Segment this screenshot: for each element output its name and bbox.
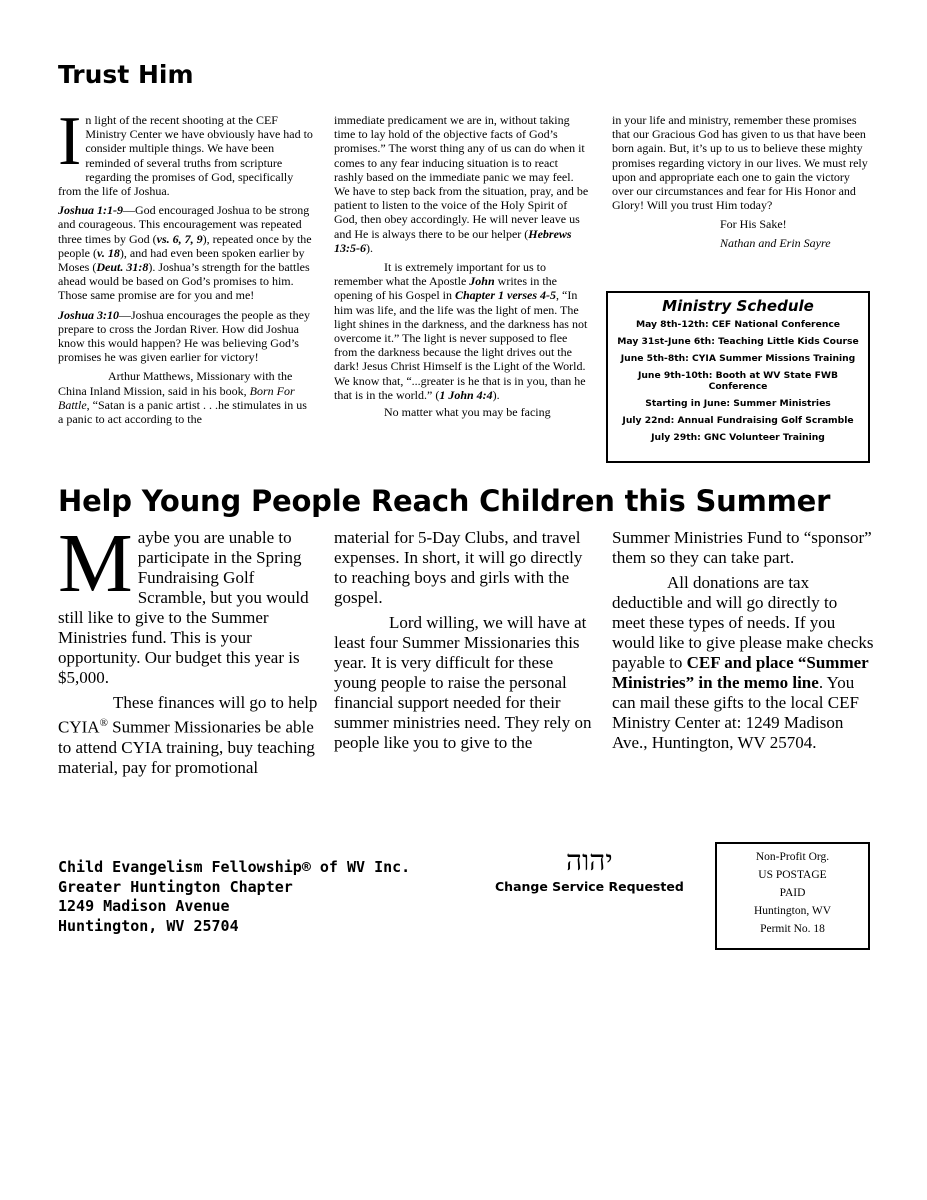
article-title-trust-him: Trust Him: [58, 60, 194, 89]
schedule-item: May 31st-June 6th: Teaching Little Kids Course: [617, 336, 859, 347]
article2-column-1: [58, 517, 320, 783]
schedule-item: July 29th: GNC Volunteer Training: [651, 432, 825, 443]
schedule-item: June 5th-8th: CYIA Summer Missions Training: [620, 353, 856, 364]
postage-line: Non-Profit Org.: [755, 851, 830, 863]
hebrew-tetragrammaton: יהוה: [566, 844, 613, 877]
return-address: [58, 858, 410, 936]
drop-cap: I: [58, 103, 82, 180]
article-title-help-young-people: Help Young People Reach Children this Summer: [58, 484, 831, 518]
article2-column-2: [334, 528, 596, 758]
ministry-schedule-box: [606, 291, 870, 463]
schedule-item: June 9th-10th: Booth at WV State FWB Conference: [637, 370, 839, 392]
signature: Nathan and Erin Sayre: [720, 235, 831, 250]
article2-paragraph: Maybe you are unable to participate in the Spring Fundraising Golf Scramble, but you would still like to give to the Summer Ministries fund. This is your opportunity. Our budget this year is $5,000.: [58, 517, 309, 687]
article1-paragraph: Joshua 3:10—Joshua encourages the people as they prepare to cross the Jordan River. How did Joshua know this would happen? He was believing God’s promises he was given earlier for victory!: [58, 307, 310, 365]
change-service-requested: Change Service Requested: [495, 879, 684, 894]
article2-paragraph: Lord willing, we will have at least four Summer Missionaries this year. It is very difficult for these young people to raise the personal financial support needed for their summer ministries need. They rely on people like you to give to the: [334, 613, 592, 752]
article1-column-1: [58, 103, 314, 429]
postage-line: Huntington, WV: [753, 905, 832, 917]
schedule-title: Ministry Schedule: [662, 297, 814, 315]
schedule-item: Starting in June: Summer Ministries: [645, 398, 831, 409]
article2-paragraph: Summer Ministries Fund to “sponsor” them so they can take part.: [612, 528, 872, 567]
schedule-item: May 8th-12th: CEF National Conference: [635, 319, 841, 330]
article2-paragraph: All donations are tax deductible and will go directly to meet these types of needs. If you would like to give please make checks payable to CEF and place “Summer Ministries” in the memo line. You can mail these gifts to the local CEF Ministry Center at: 1249 Madison Ave., Huntington, WV 25704.: [612, 573, 874, 752]
address-line: Child Evangelism Fellowship® of WV Inc.: [58, 858, 411, 876]
article1-paragraph: in your life and ministry, remember these promises that our Gracious God has given to us that have been born again. But, it’s up to us to believe these mighty promises regarding victory in our lives. We must rely upon and appropriate each one to gain the victory over our circumstances and fear for His Honor and Glory! Will you trust Him today?: [612, 113, 868, 213]
postage-line: US POSTAGE: [758, 869, 827, 881]
closing-line: For His Sake!: [720, 217, 787, 232]
article1-paragraph: Joshua 1:1-9—God encouraged Joshua to be strong and courageous. This encouragement was repeated three times by God (vs. 6, 7, 9), repeated once by the people (v. 18), and had even been spoken earlier by Moses (Deut. 31:8). Joshua’s strength for the battles ahead would be based on God’s promises to him. Those same promise are for you and me!: [58, 203, 312, 303]
article2-column-3: [612, 528, 874, 758]
article1-paragraph: Arthur Matthews, Missionary with the China Inland Mission, said in his book, Born For Battle, “Satan is a panic artist . . .he stimulates in us a panic to act according to the: [58, 369, 307, 427]
address-line: Huntington, WV 25704: [58, 916, 239, 935]
article2-paragraph: These finances will go to help CYIA® Summer Missionaries be able to attend CYIA training, buy teaching material, pay for promotional: [58, 693, 318, 777]
article1-paragraph: immediate predicament we are in, without taking time to lay hold of the objective facts of God’s promises.” The worst thing any of us can do when it comes to any fear inducing situation is to react rashly based on the immediate panic we may feel. We have to step back from the situation, pray, and be patient to listen to the voice of the Holy Spirit of God, then obey accordingly. He will never leave us and He is always there to be our helper (Hebrews 13:5-6).: [334, 113, 589, 255]
article1-column-2: [334, 113, 590, 422]
address-line: 1249 Madison Avenue: [58, 897, 230, 915]
schedule-item: July 22nd: Annual Fundraising Golf Scramble: [622, 415, 854, 426]
postage-line: Permit No. 18: [760, 923, 825, 935]
drop-cap: M: [58, 517, 133, 610]
article1-paragraph: No matter what you may be facing: [384, 405, 551, 420]
postage-line: PAID: [779, 887, 806, 899]
article1-paragraph: In light of the recent shooting at the CEF Ministry Center we have obviously have had to consider multiple things. We have been reminded of several truths from scripture regarding the promises of God, specifically from the life of Joshua.: [58, 103, 313, 199]
address-line: Greater Huntington Chapter: [58, 877, 293, 896]
postage-permit-box: [715, 842, 870, 950]
article1-column-3: [612, 113, 868, 255]
article2-paragraph: material for 5-Day Clubs, and travel expenses. In short, it will go directly to reaching boys and girls with the gospel.: [334, 528, 583, 607]
article1-paragraph: It is extremely important for us to remember what the Apostle John writes in the opening of his Gospel in Chapter 1 verses 4-5, “In him was life, and the life was the light of men. The light shines in the darkness, and the darkness has not overcome it.” The light is never supposed to flee from the darkness because the light drives out the dark! Jesus Christ Himself is the Light of the World. We know that, “...greater is he that is in you, than he that is in the world.” (1 John 4:4).: [334, 260, 588, 402]
